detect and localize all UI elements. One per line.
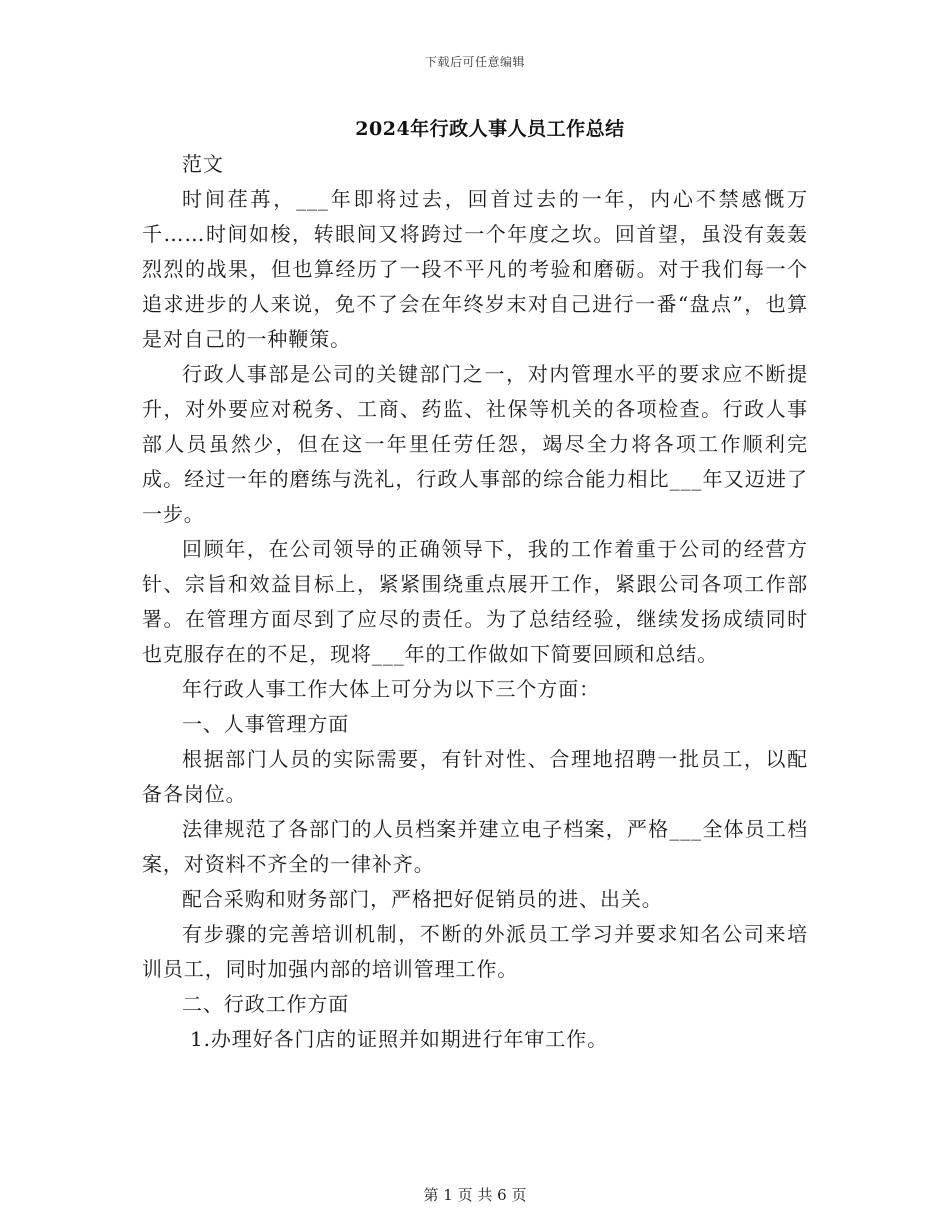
paragraph-overview: 年行政人事工作大体上可分为以下三个方面： (182, 677, 600, 701)
paragraph-archives: 法律规范了各部门的人员档案并建立电子档案，严格___全体员工档案，对资料不齐全的一律补齐。 (142, 817, 808, 876)
document-title: 2024年行政人事人员工作总结 (355, 118, 625, 140)
paragraph-intro: 时间荏苒，___年即将过去，回首过去的一年，内心不禁感慨万千……时间如梭，转眼间又将跨过一个年度之坎。回首望，虽没有轰轰烈烈的战果，但也算经历了一段不平凡的考验和磨砺。对于我们每一个追求进步的人来说，免不了会在年终岁末对自己进行一番“盘点”，也算是对自己的一种鞭策。 (142, 187, 808, 351)
header-note: 下载后可任意编辑 (424, 55, 525, 69)
list-item-licenses: 1.办理好各门店的证照并如期进行年审工作。 (190, 1027, 608, 1051)
paragraph-department: 行政人事部是公司的关键部门之一，对内管理水平的要求应不断提升，对外要应对税务、工商、药监、社保等机关的各项检查。行政人事部人员虽然少，但在这一年里任劳任怨，竭尽全力将各项工作顺利完成。经过一年的磨练与洗礼，行政人事部的综合能力相比___年又迈进了一步。 (142, 362, 808, 526)
page-number: 第 1 页 共 6 页 (423, 1186, 527, 1204)
paragraph-label-fanwen: 范文 (182, 152, 224, 176)
paragraph-procurement: 配合采购和财务部门，严格把好促销员的进、出关。 (182, 887, 663, 911)
paragraph-training: 有步骤的完善培训机制，不断的外派员工学习并要求知名公司来培训员工，同时加强内部的培训管理工作。 (142, 922, 808, 981)
section-heading-admin: 二、行政工作方面 (182, 992, 350, 1016)
section-heading-hr: 一、人事管理方面 (182, 712, 350, 736)
paragraph-recruitment: 根据部门人员的实际需要，有针对性、合理地招聘一批员工，以配备各岗位。 (142, 747, 808, 806)
paragraph-review: 回顾年，在公司领导的正确领导下，我的工作着重于公司的经营方针、宗旨和效益目标上，紧紧围绕重点展开工作，紧跟公司各项工作部署。在管理方面尽到了应尽的责任。为了总结经验，继续发扬成绩同时也克服存在的不足，现将___年的工作做如下简要回顾和总结。 (142, 537, 808, 666)
document-body (142, 147, 808, 1057)
